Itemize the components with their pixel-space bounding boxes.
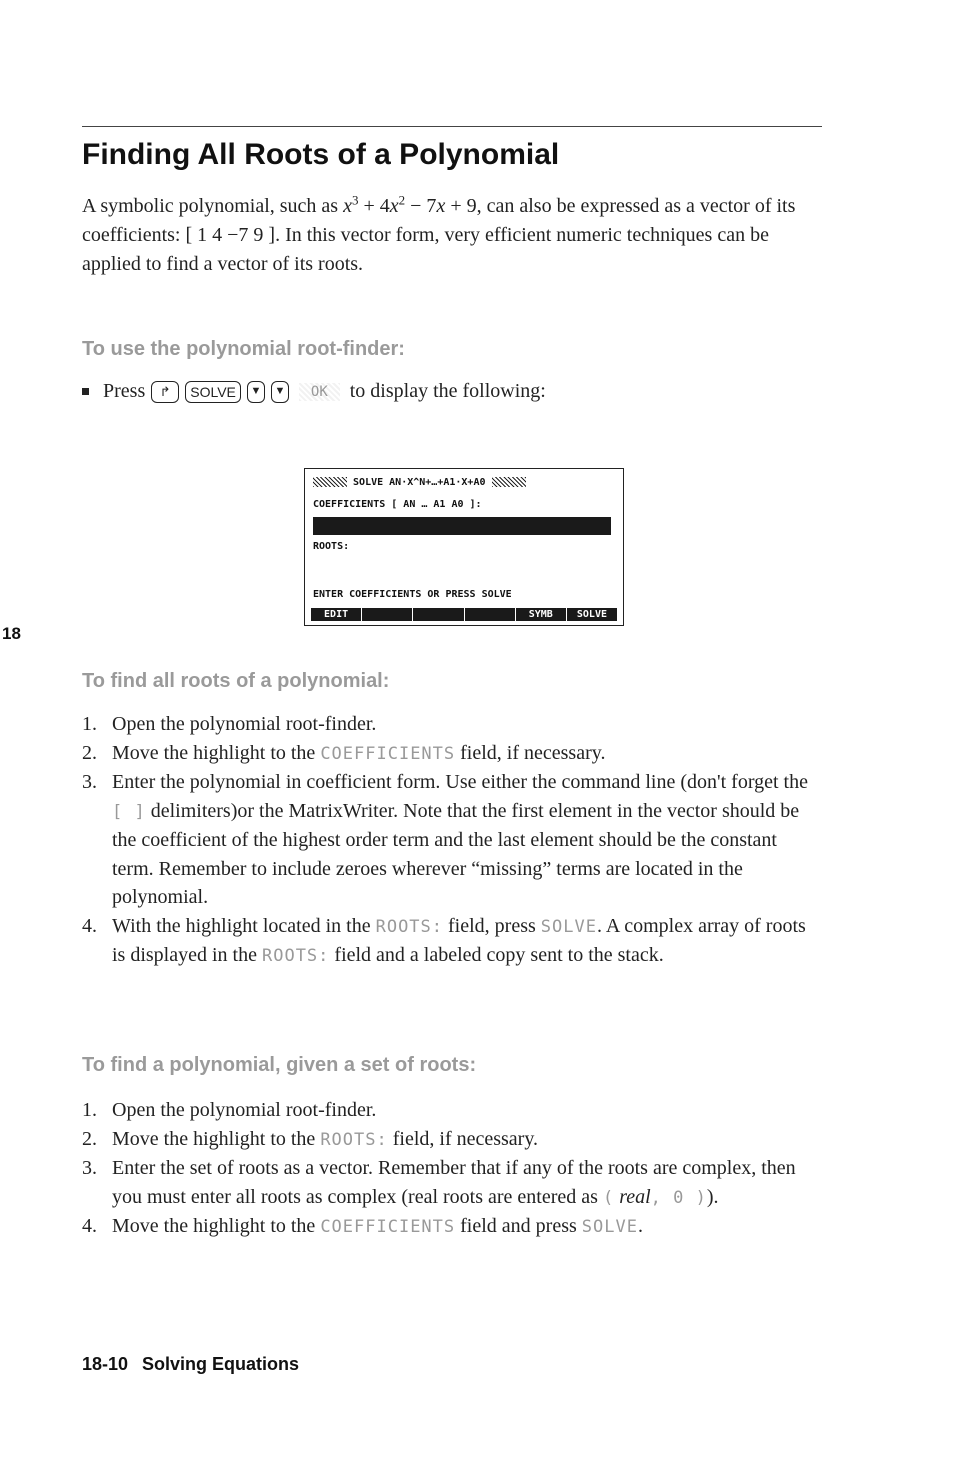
- softkey-menu: [311, 608, 617, 621]
- bullet-icon: [82, 388, 89, 395]
- coefficients-field-label: COEFFICIENTS [ AN … A1 A0 ]:: [313, 499, 482, 510]
- top-rule: [82, 126, 822, 127]
- chapter-name: Solving Equations: [142, 1354, 300, 1374]
- heading-use-root-finder: To use the polynomial root-finder:: [82, 338, 405, 360]
- chapter-tab: 18: [2, 624, 21, 643]
- down-arrow-key-icon: ▼: [271, 381, 289, 403]
- menu-key-blank: [413, 608, 463, 621]
- right-shift-key-icon: ↱: [151, 381, 179, 403]
- list-item: 1. Open the polynomial root-finder.: [82, 1099, 377, 1121]
- menu-key-blank: [465, 608, 515, 621]
- instruction-bullet: Press ↱ SOLVE ▼ ▼ OK to display the following:: [82, 380, 546, 403]
- menu-key-blank: [362, 608, 412, 621]
- screen-help-line: ENTER COEFFICIENTS OR PRESS SOLVE: [313, 589, 512, 600]
- hatch-pattern: [313, 477, 347, 487]
- menu-key-solve: SOLVE: [567, 608, 617, 621]
- heading-find-polynomial: To find a polynomial, given a set of roots:: [82, 1054, 477, 1076]
- roots-field-label: ROOTS:: [313, 541, 350, 552]
- calculator-screen: [304, 468, 624, 626]
- screen-title-line: SOLVE AN·X^N+…+A1·X+A0: [313, 477, 526, 488]
- hatch-pattern: [492, 477, 526, 487]
- menu-key-symb: SYMB: [516, 608, 566, 621]
- steps-find-roots: [82, 710, 812, 971]
- list-item: 2. Move the highlight to the ROOTS: field, if necessary.: [82, 1127, 539, 1150]
- intro-paragraph: A symbolic polynomial, such as $x^3 + 4x^2 - 7x + 9$, can also be expressed as a vector of its coefficients: [ 1 4 −7 9 ]. In this vector form, very efficient numeric techniques can be applied to find a vector of its roots.: [82, 192, 796, 275]
- list-item: 3. Enter the polynomial in coefficient form. Use either the command line (don't forget the [ ] delimiters)or the MatrixWriter. Note that the first element in the vector should be the coefficient of the highest order term and the last element should be the constant term. Remember to include zeroes wherever “missing” terms are located in the polynomial.: [82, 771, 808, 908]
- menu-key-edit: EDIT: [311, 608, 361, 621]
- page-number: 18-10: [82, 1354, 129, 1374]
- list-item: 4. With the highlight located in the ROOTS: field, press SOLVE. A complex array of roots is displayed in the ROOTS: field and a labeled copy sent to the stack.: [82, 914, 806, 966]
- list-item: 2. Move the highlight to the COEFFICIENTS field, if necessary.: [82, 741, 606, 764]
- list-item: 3. Enter the set of roots as a vector. Remember that if any of the roots are complex, then you must enter all roots as complex (real roots are entered as ( real, 0 )).: [82, 1157, 796, 1208]
- coefficients-input-highlight: [313, 517, 611, 535]
- down-arrow-key-icon: ▼: [247, 381, 265, 403]
- ok-softkey: OK: [299, 383, 340, 401]
- list-item: 1. Open the polynomial root-finder.: [82, 713, 377, 735]
- page-footer: [82, 1354, 299, 1375]
- list-item: 4. Move the highlight to the COEFFICIENTS field and press SOLVE.: [82, 1215, 643, 1237]
- steps-find-polynomial: [82, 1096, 812, 1242]
- page-title: Finding All Roots of a Polynomial: [82, 138, 560, 171]
- heading-find-all-roots: To find all roots of a polynomial:: [82, 670, 390, 692]
- solve-key: SOLVE: [185, 381, 241, 403]
